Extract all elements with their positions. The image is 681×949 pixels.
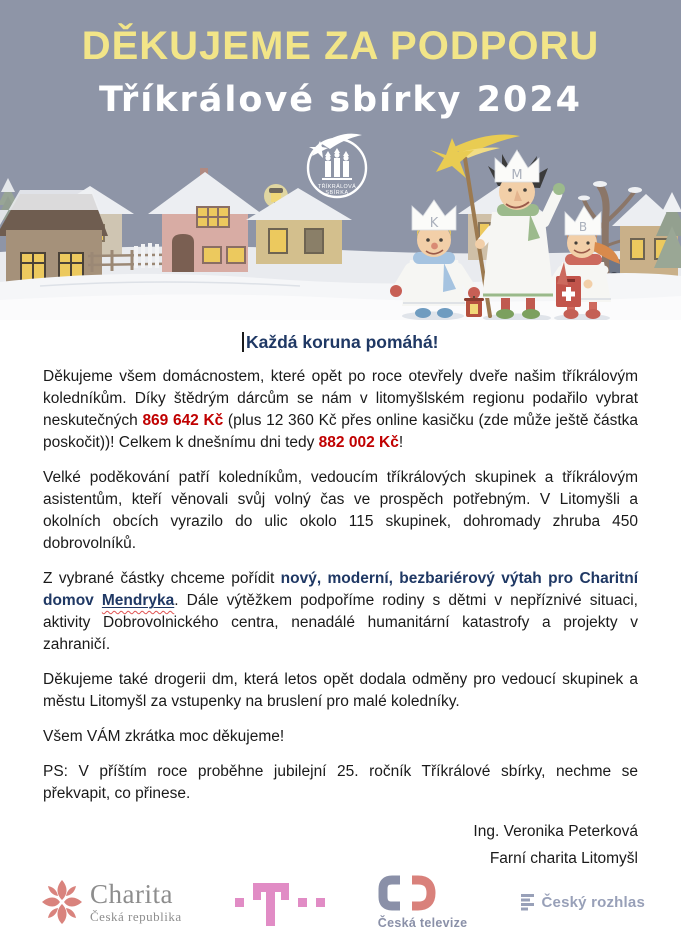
misspelled-word-wrap <box>102 592 174 609</box>
ct-label: Česká televize <box>377 916 468 930</box>
signature-name: Ing. Veronika Peterková <box>473 823 638 840</box>
charita-flame-cross-icon <box>40 878 84 926</box>
paragraph-thank-you: Všem VÁM zkrátka moc děkujeme! <box>43 728 285 745</box>
charita-logo <box>40 878 182 926</box>
amount-grand-total: 882 002 Kč <box>318 434 399 451</box>
text-run: (plus 12 360 Kč přes online kasičku (zde může ještě částka poskočit))! Celkem k dnešnímu dni tedy <box>43 412 638 451</box>
paragraph-ps: PS: V příštím roce proběhne jubilejní 25. ročník Tříkrálové sbírky, nechme se překvapit, co přinese. <box>43 763 638 802</box>
amount-region-total: 869 642 Kč <box>142 412 224 429</box>
text-cursor <box>242 332 244 352</box>
text-run: ! <box>398 434 404 451</box>
cesky-rozhlas-logo <box>521 893 645 911</box>
section-heading: Každá koruna pomáhá! <box>245 332 439 352</box>
partner-logos <box>0 862 681 942</box>
svg-text:K: K <box>429 216 439 231</box>
charita-name: Charita <box>90 879 173 909</box>
svg-text:B: B <box>578 220 588 234</box>
ceska-televize-logo <box>378 874 468 930</box>
telekom-dot-icon <box>298 898 307 907</box>
text-run: Děkujeme všem domácnostem, které opět po roce otevřely dveře našim tříkrálovým koledníkům. Díky štědrým dárcům se nám v litomyšlském regionu podařilo vybrat neskutečných <box>43 368 638 429</box>
signature-organization: Farní charita Litomyšl <box>489 850 638 867</box>
highlight-elevator: nový, moderní, bezbariérový výtah pro Charitní domov <box>43 570 638 609</box>
heading-row <box>43 330 638 356</box>
svg-text:TŘÍKRÁLOVÁ: TŘÍKRÁLOVÁ <box>317 184 357 190</box>
text-run: . Dále výtěžkem podpoříme rodiny s dětmi v nepříznivé situaci, aktivity Dobrovolnického centra, nenadálé humanitární katastrofy a projekty v zahraničí. <box>43 592 638 653</box>
text-run: Z vybrané částky chceme pořídit <box>43 570 281 587</box>
cro-label: Český rozhlas <box>541 893 645 911</box>
telekom-dot-icon <box>235 898 244 907</box>
stacked-bars-icon <box>521 893 535 911</box>
ct-brackets-icon <box>378 874 436 912</box>
svg-text:SBÍRKA: SBÍRKA <box>325 190 349 196</box>
paragraph-purpose <box>43 568 638 656</box>
charita-subtitle: Česká republika <box>90 909 182 924</box>
letter-body <box>43 322 638 872</box>
telekom-dot-icon <box>316 898 325 907</box>
header-banner <box>0 0 681 320</box>
highlight-mendryka: Mendryka <box>101 592 175 609</box>
banner-subtitle: Tříkrálové sbírky 2024 <box>98 80 583 120</box>
paragraph-dm-drogerie: Děkujeme také drogerii dm, která letos opět dodala odměny pro vedoucí skupinek a městu Litomyšl za vstupenky na bruslení pro malé koledníky. <box>43 671 638 710</box>
banner-title: DĚKUJEME ZA PODPORU <box>81 24 600 68</box>
paragraph-donors <box>43 366 638 454</box>
telekom-logo <box>235 877 325 927</box>
paragraph-volunteers: Velké poděkování patří koledníkům, vedoucím tříkrálových skupinek a tříkrálovým asistentům, kteří věnovali svůj volný čas ve prospěch potřebným. V Litomyšli a okolních obcích vyrazilo do ulic okolo 115 skupinek, dohromady zhruba 450 dobrovolníků. <box>43 469 638 552</box>
svg-text:M: M <box>511 168 523 183</box>
telekom-t-icon <box>253 878 289 926</box>
